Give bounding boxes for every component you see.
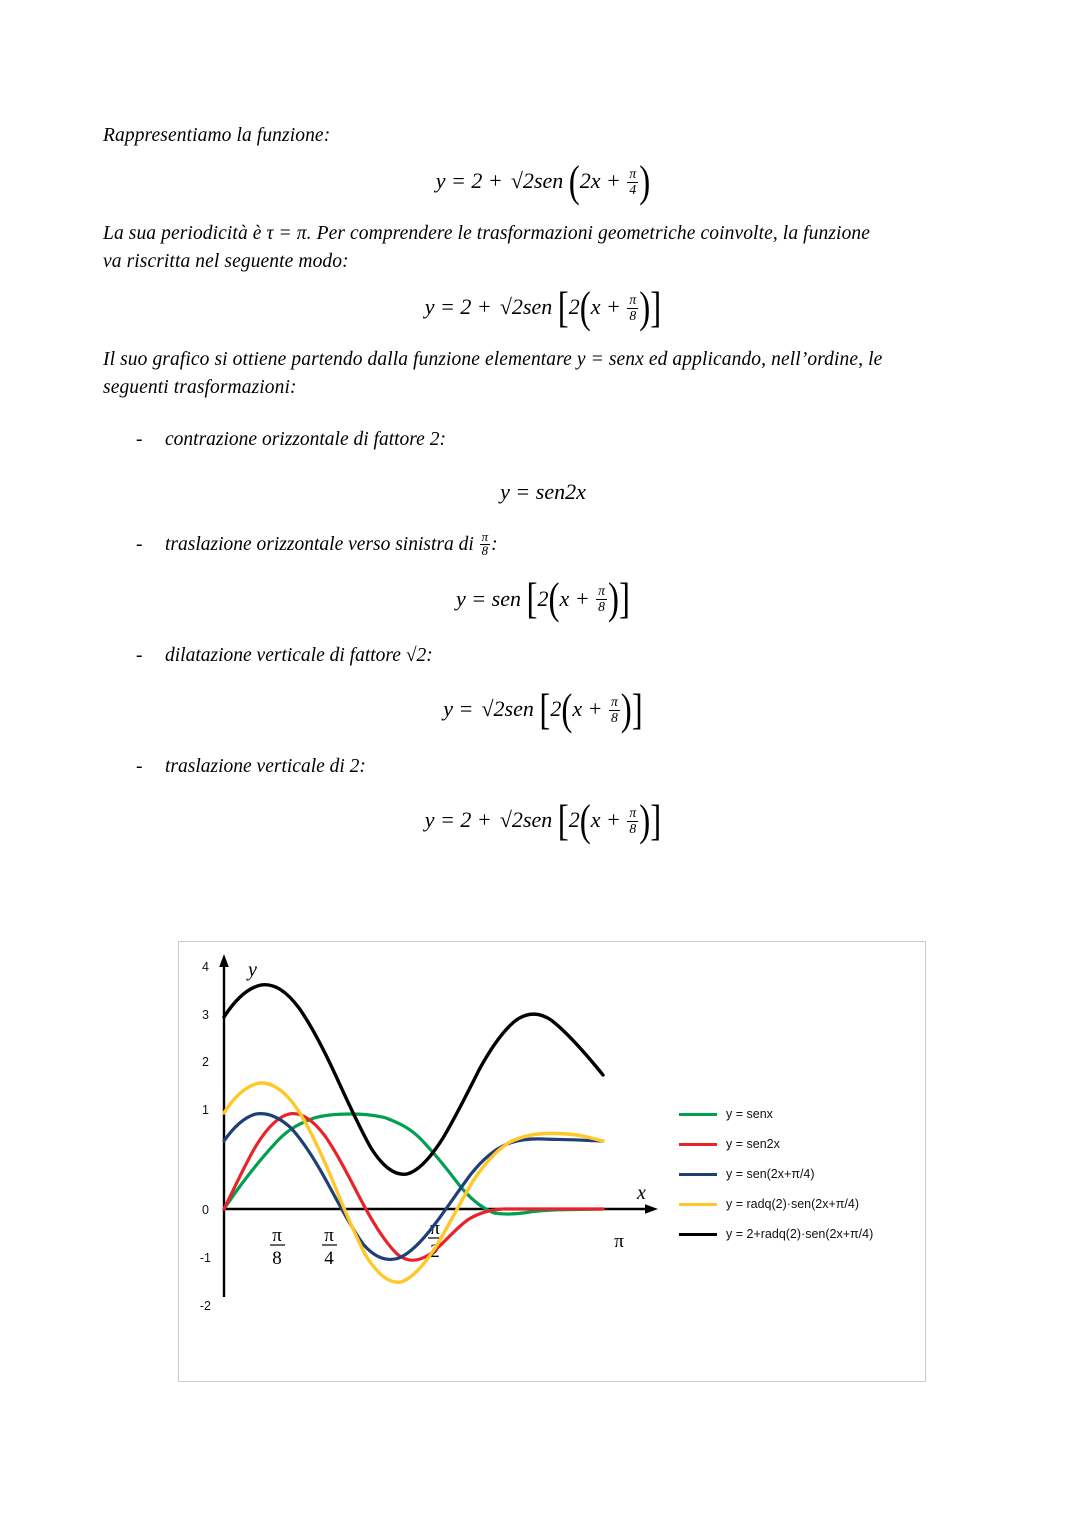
equation-step4-lhs: y = 2 + (424, 807, 492, 833)
paren-open: ( (548, 575, 560, 625)
paragraph-periodicity-line2: va riscritta nel seguente modo: (103, 251, 349, 273)
transformations-list-4 (103, 752, 983, 781)
chart-legend (679, 1099, 873, 1249)
legend-color-swatch (679, 1173, 717, 1176)
equation-step3 (103, 686, 983, 735)
paren-open: ( (579, 284, 591, 333)
fraction-pi-8 (480, 531, 490, 559)
equation-step2-arg: x + (559, 585, 590, 611)
fraction-numerator: π (481, 529, 489, 544)
paren-close: ) (639, 158, 651, 207)
list-item (103, 752, 983, 781)
legend-color-swatch (679, 1113, 717, 1116)
fraction-numerator: π (598, 583, 605, 599)
equation-main-lhs: y = 2 + (435, 168, 503, 194)
equation-step3-factor: 2 (550, 696, 562, 722)
fraction-pi-8 (596, 584, 607, 614)
equation-rewritten (103, 284, 983, 333)
svg-text:2: 2 (430, 1241, 440, 1262)
list-item-label: traslazione verticale di 2: (165, 756, 366, 778)
y-tick-labels (200, 960, 211, 1313)
fraction-pi-8 (627, 806, 638, 836)
fraction-pi-8 (627, 293, 638, 323)
paren-open: ( (568, 158, 580, 207)
series-senx (224, 1114, 603, 1214)
fraction-numerator: π (629, 166, 637, 182)
x-tick-pi-over-4 (322, 1225, 337, 1269)
equation-step3-sen: sen (504, 696, 534, 722)
equation-step1: y = sen2x (500, 478, 586, 504)
legend-label: y = radq(2)·sen(2x+π/4) (726, 1197, 859, 1211)
svg-text:π: π (614, 1231, 624, 1252)
legend-label: y = 2+radq(2)·sen(2x+π/4) (726, 1227, 874, 1241)
equation-step2-lhs: y = sen (456, 585, 521, 611)
y-tick-1: 1 (202, 1103, 209, 1117)
paragraph-graph-intro-line1: Il suo grafico si ottiene partendo dalla funzione elementare y = senx ed applicando, nell’ordine, le (103, 349, 883, 371)
bracket-open: [ (557, 798, 569, 846)
equation-step3-radical: √2 (481, 696, 505, 722)
list-item-label: contrazione orizzontale di fattore 2: (165, 428, 446, 450)
equation-rewritten-sen: sen (522, 294, 553, 320)
bracket-open: [ (526, 576, 538, 624)
svg-text:π: π (430, 1218, 440, 1239)
svg-text:π: π (324, 1225, 334, 1246)
paragraph-intro: Rappresentiamo la funzione: (103, 125, 331, 146)
legend-item-sen2x (679, 1129, 873, 1159)
legend-label: y = sen2x (726, 1137, 780, 1151)
list-item (103, 425, 983, 454)
bracket-close: ] (650, 285, 662, 333)
list-item (103, 530, 983, 560)
y-tick-minus2: -2 (199, 1299, 211, 1313)
fraction-numerator: π (629, 805, 637, 821)
equation-step3-lhs: y = (443, 696, 474, 722)
equation-step4 (103, 797, 983, 846)
paragraph-periodicity (103, 220, 983, 277)
fraction-pi-8 (609, 695, 620, 725)
equation-step4-radical: √2 (499, 807, 523, 833)
y-tick-minus1: -1 (199, 1251, 211, 1265)
bracket-close: ] (650, 798, 662, 846)
paragraph-periodicity-line1: La sua periodicità è τ = π. Per comprendere le trasformazioni geometriche coinvolte, la funzione (103, 222, 871, 244)
paren-open: ( (579, 797, 591, 846)
y-axis (219, 954, 229, 1297)
fraction-denominator: 4 (629, 181, 637, 197)
bracket-close: ] (631, 687, 643, 735)
paren-close: ) (639, 284, 651, 333)
list-bullet-dash: - (136, 534, 143, 556)
equation-step4-arg: x + (590, 807, 621, 833)
document-body (103, 122, 983, 846)
legend-color-swatch (679, 1203, 717, 1206)
list-bullet-dash: - (136, 428, 143, 450)
list-item (103, 641, 983, 670)
equation-main-arg: 2x + (579, 168, 621, 194)
equation-rewritten-arg: x + (590, 294, 621, 320)
fraction-denominator: 8 (629, 820, 637, 836)
svg-text:π: π (272, 1225, 282, 1246)
x-axis-title: x (637, 1182, 646, 1204)
equation-main (103, 158, 983, 207)
fraction-denominator: 8 (629, 307, 637, 323)
equation-rewritten-lhs: y = 2 + (424, 294, 492, 320)
equation-step2 (103, 575, 983, 625)
x-tick-pi (614, 1231, 624, 1252)
paren-close: ) (620, 686, 632, 735)
y-tick-2: 2 (202, 1055, 209, 1069)
list-item-label: dilatazione verticale di fattore √2: (165, 645, 433, 667)
transformations-list (103, 425, 983, 454)
legend-item-sqrt2-sen (679, 1189, 873, 1219)
paragraph-graph-intro-line2: seguenti trasformazioni: (103, 377, 297, 399)
fraction-denominator: 8 (610, 709, 618, 725)
legend-color-swatch (679, 1233, 717, 1236)
equation-step4-sen: sen (522, 807, 553, 833)
paren-open: ( (561, 686, 573, 735)
fraction-denominator: 8 (598, 598, 605, 614)
fraction-numerator: π (610, 694, 618, 710)
equation-rewritten-factor: 2 (568, 294, 580, 320)
paren-close: ) (639, 797, 651, 846)
paren-close: ) (607, 575, 619, 625)
bracket-open: [ (539, 687, 551, 735)
series-2-plus-sqrt2-sen2x-plus-pi4 (224, 985, 603, 1175)
trigonometric-graph-figure (178, 941, 926, 1382)
bracket-open: [ (557, 285, 569, 333)
bracket-close: ] (618, 576, 630, 624)
equation-step3-arg: x + (572, 696, 603, 722)
legend-item-2-plus-sqrt2-sen (679, 1219, 873, 1249)
paragraph-graph-intro (103, 346, 983, 403)
fraction-numerator: π (629, 292, 637, 308)
y-tick-3: 3 (202, 1008, 209, 1022)
legend-item-sen2x-plus-pi4 (679, 1159, 873, 1189)
equation-main-radical: √2 (510, 168, 534, 194)
equation-main-sen: sen (533, 168, 564, 194)
list-bullet-dash: - (136, 756, 143, 778)
y-tick-0: 0 (202, 1203, 209, 1217)
legend-label: y = sen(2x+π/4) (726, 1167, 815, 1181)
y-tick-4: 4 (202, 960, 209, 974)
fraction-pi-4 (627, 167, 638, 197)
y-axis-title: y (248, 959, 257, 981)
equation-step2-factor: 2 (537, 585, 549, 611)
list-item-label: traslazione orizzontale verso sinistra di (165, 534, 474, 556)
list-item-label-post: : (491, 534, 498, 556)
svg-text:8: 8 (272, 1248, 282, 1269)
x-tick-pi-over-8 (270, 1225, 285, 1269)
equation-step4-factor: 2 (568, 807, 580, 833)
svg-text:4: 4 (324, 1248, 334, 1269)
legend-item-senx (679, 1099, 873, 1129)
transformations-list-3 (103, 641, 983, 670)
list-bullet-dash: - (136, 645, 143, 667)
legend-color-swatch (679, 1143, 717, 1146)
fraction-denominator: 8 (481, 544, 489, 559)
legend-label: y = senx (726, 1107, 773, 1121)
equation-rewritten-radical: √2 (499, 294, 523, 320)
transformations-list-2 (103, 530, 983, 560)
